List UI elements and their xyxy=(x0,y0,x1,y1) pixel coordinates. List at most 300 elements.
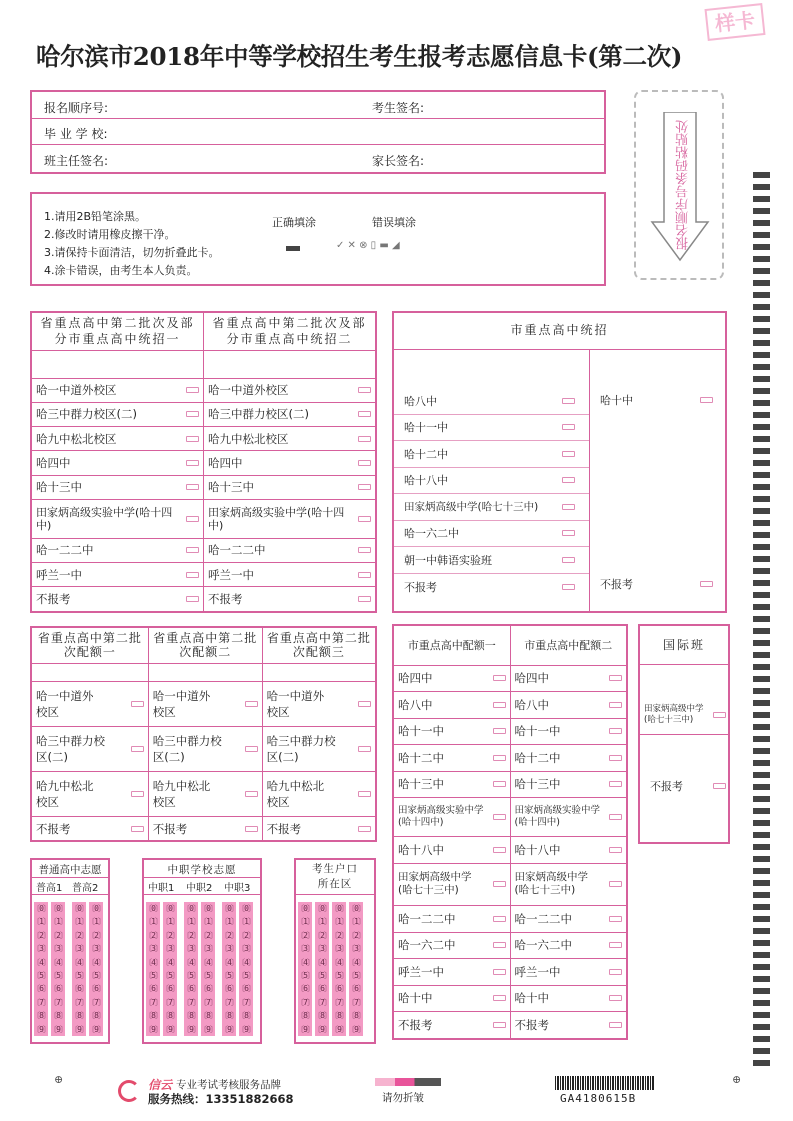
digit-bubble[interactable]: 〔0〕 xyxy=(237,904,255,913)
sample-stamp: 样卡 xyxy=(704,3,765,41)
sec4-table xyxy=(392,624,628,1040)
digit-bubble[interactable]: 〔6〕 xyxy=(296,984,314,994)
digit-bubble[interactable]: 〔2〕 xyxy=(330,930,348,940)
option-label: 哈十一中 xyxy=(398,724,444,739)
digit-bubble[interactable]: 〔3〕 xyxy=(87,944,105,954)
option-bubble[interactable] xyxy=(609,728,622,734)
digit-bubble[interactable]: 〔0〕 xyxy=(199,904,217,913)
option-bubble[interactable] xyxy=(609,995,622,1001)
barcode xyxy=(555,1076,655,1090)
digit-bubble[interactable]: 〔1〕 xyxy=(199,917,217,927)
digit-bubble[interactable]: 〔9〕 xyxy=(182,1024,200,1034)
option-bubble[interactable] xyxy=(609,1022,622,1028)
timing-mark xyxy=(753,532,770,538)
option-bubble[interactable] xyxy=(713,712,726,718)
digit-bubble[interactable]: 〔2〕 xyxy=(70,930,88,940)
digit-grid[interactable] xyxy=(34,902,103,1036)
option-label: 哈一二二中 xyxy=(208,543,266,558)
sec7-header: 中职学校志愿 xyxy=(167,864,237,876)
timing-mark xyxy=(753,568,770,574)
option-bubble[interactable] xyxy=(609,942,622,948)
option-bubble[interactable] xyxy=(493,1022,506,1028)
digit-grid[interactable] xyxy=(298,902,363,1036)
info-box xyxy=(30,90,606,174)
digit-bubble[interactable]: 〔3〕 xyxy=(70,944,88,954)
digit-bubble[interactable]: 〔2〕 xyxy=(237,930,255,940)
option-bubble[interactable] xyxy=(186,460,199,466)
option-bubble[interactable] xyxy=(713,783,726,789)
option-bubble[interactable] xyxy=(609,755,622,761)
digit-bubble[interactable]: 〔2〕 xyxy=(347,930,365,940)
timing-mark xyxy=(753,784,770,790)
option-label: 哈一六二中 xyxy=(514,938,572,953)
digit-bubble[interactable]: 〔8〕 xyxy=(199,1011,217,1021)
digit-bubble[interactable]: 〔8〕 xyxy=(161,1011,179,1021)
digit-bubble[interactable]: 〔1〕 xyxy=(70,917,88,927)
option-bubble[interactable] xyxy=(700,397,713,403)
option-bubble[interactable] xyxy=(562,398,575,404)
digit-bubble[interactable]: 〔4〕 xyxy=(144,957,162,967)
digit-bubble[interactable]: 〔6〕 xyxy=(144,984,162,994)
digit-bubble[interactable]: 〔9〕 xyxy=(199,1024,217,1034)
digit-bubble[interactable]: 〔6〕 xyxy=(182,984,200,994)
digit-bubble[interactable]: 〔5〕 xyxy=(220,971,238,981)
option-bubble[interactable] xyxy=(186,596,199,602)
sec2-header: 市重点高中统招 xyxy=(510,323,609,337)
sec3-header-2: 省重点高中第二批次配额二 xyxy=(148,627,262,663)
option-bubble[interactable] xyxy=(245,701,258,707)
option-bubble[interactable] xyxy=(493,969,506,975)
digit-bubble[interactable]: 〔2〕 xyxy=(161,930,179,940)
digit-bubble[interactable]: 〔0〕 xyxy=(161,904,179,913)
option-bubble[interactable] xyxy=(358,547,371,553)
option-bubble[interactable] xyxy=(493,942,506,948)
sec3-header-1: 省重点高中第二批次配额一 xyxy=(31,627,148,663)
digit-bubble[interactable]: 〔6〕 xyxy=(220,984,238,994)
sec8-box xyxy=(294,858,376,1044)
option-bubble[interactable] xyxy=(493,781,506,787)
digit-bubble[interactable]: 〔2〕 xyxy=(313,930,331,940)
option-bubble[interactable] xyxy=(358,436,371,442)
digit-bubble[interactable]: 〔3〕 xyxy=(237,944,255,954)
digit-bubble[interactable]: 〔6〕 xyxy=(237,984,255,994)
digit-bubble[interactable]: 〔0〕 xyxy=(144,904,162,913)
digit-bubble[interactable]: 〔7〕 xyxy=(199,997,217,1007)
sec3-table xyxy=(30,626,377,842)
digit-bubble[interactable]: 〔3〕 xyxy=(144,944,162,954)
digit-bubble[interactable]: 〔6〕 xyxy=(330,984,348,994)
option-bubble[interactable] xyxy=(493,847,506,853)
digit-bubble[interactable]: 〔5〕 xyxy=(237,971,255,981)
digit-bubble[interactable]: 〔9〕 xyxy=(347,1024,365,1034)
option-bubble[interactable] xyxy=(609,847,622,853)
option-bubble[interactable] xyxy=(358,791,371,797)
digit-column[interactable] xyxy=(298,902,312,1036)
card-code: GA4180615B xyxy=(560,1092,637,1105)
digit-bubble[interactable]: 〔9〕 xyxy=(49,1024,67,1034)
option-bubble[interactable] xyxy=(131,826,144,832)
option-bubble[interactable] xyxy=(245,826,258,832)
digit-bubble[interactable]: 〔4〕 xyxy=(237,957,255,967)
digit-bubble[interactable]: 〔0〕 xyxy=(296,904,314,913)
option-label: 哈十三中 xyxy=(36,480,82,495)
digit-bubble[interactable]: 〔0〕 xyxy=(330,904,348,913)
digit-bubble[interactable]: 〔8〕 xyxy=(330,1011,348,1021)
option-bubble[interactable] xyxy=(493,728,506,734)
timing-mark xyxy=(753,256,770,262)
digit-bubble[interactable]: 〔0〕 xyxy=(87,904,105,913)
option-bubble[interactable] xyxy=(700,581,713,587)
option-bubble[interactable] xyxy=(493,675,506,681)
option-bubble[interactable] xyxy=(609,814,622,820)
digit-bubble[interactable]: 〔1〕 xyxy=(347,917,365,927)
digit-bubble[interactable]: 〔6〕 xyxy=(70,984,88,994)
digit-bubble[interactable]: 〔5〕 xyxy=(161,971,179,981)
digit-column[interactable] xyxy=(34,902,48,1036)
digit-bubble[interactable]: 〔0〕 xyxy=(70,904,88,913)
digit-bubble[interactable]: 〔7〕 xyxy=(32,997,50,1007)
timing-mark xyxy=(753,436,770,442)
option-bubble[interactable] xyxy=(609,781,622,787)
digit-bubble[interactable]: 〔9〕 xyxy=(330,1024,348,1034)
digit-bubble[interactable]: 〔6〕 xyxy=(313,984,331,994)
digit-bubble[interactable]: 〔1〕 xyxy=(182,917,200,927)
digit-column[interactable] xyxy=(332,902,346,1036)
timing-mark xyxy=(753,856,770,862)
digit-bubble[interactable]: 〔4〕 xyxy=(87,957,105,967)
digit-bubble[interactable]: 〔7〕 xyxy=(49,997,67,1007)
digit-bubble[interactable]: 〔1〕 xyxy=(296,917,314,927)
option-bubble[interactable] xyxy=(186,484,199,490)
option-label: 哈十三中 xyxy=(514,777,561,792)
option-bubble[interactable] xyxy=(358,572,371,578)
digit-grid[interactable] xyxy=(146,902,253,1036)
digit-column[interactable] xyxy=(72,902,86,1036)
option-label: 不报考 xyxy=(650,780,683,793)
timing-mark xyxy=(753,712,770,718)
digit-bubble[interactable]: 〔2〕 xyxy=(182,930,200,940)
digit-bubble[interactable]: 〔4〕 xyxy=(330,957,348,967)
digit-column[interactable] xyxy=(349,902,363,1036)
option-bubble[interactable] xyxy=(131,791,144,797)
timing-mark xyxy=(753,664,770,670)
option-label: 哈十中 xyxy=(600,394,633,407)
timing-mark xyxy=(753,484,770,490)
digit-bubble[interactable]: 〔4〕 xyxy=(313,957,331,967)
timing-mark xyxy=(753,292,770,298)
sec4-header-1: 市重点高中配额一 xyxy=(393,625,510,665)
option-bubble[interactable] xyxy=(186,547,199,553)
digit-bubble[interactable]: 〔2〕 xyxy=(87,930,105,940)
digit-bubble[interactable]: 〔1〕 xyxy=(144,917,162,927)
digit-bubble[interactable]: 〔1〕 xyxy=(87,917,105,927)
digit-bubble[interactable]: 〔9〕 xyxy=(237,1024,255,1034)
digit-bubble[interactable]: 〔9〕 xyxy=(32,1024,50,1034)
option-bubble[interactable] xyxy=(358,484,371,490)
digit-bubble[interactable]: 〔8〕 xyxy=(182,1011,200,1021)
sec5-box xyxy=(638,624,730,844)
digit-bubble[interactable]: 〔8〕 xyxy=(313,1011,331,1021)
digit-bubble[interactable]: 〔8〕 xyxy=(220,1011,238,1021)
digit-column[interactable] xyxy=(315,902,329,1036)
digit-bubble[interactable]: 〔4〕 xyxy=(199,957,217,967)
digit-bubble[interactable]: 〔5〕 xyxy=(70,971,88,981)
option-label: 哈十一中 xyxy=(404,421,448,435)
option-bubble[interactable] xyxy=(562,451,575,457)
timing-mark xyxy=(753,580,770,586)
timing-mark xyxy=(753,724,770,730)
option-label: 田家炳高级实验中学(哈十四中) xyxy=(398,805,484,829)
option-label: 哈四中 xyxy=(208,456,243,471)
option-bubble[interactable] xyxy=(358,826,371,832)
digit-bubble[interactable]: 〔0〕 xyxy=(347,904,365,913)
option-label: 不报考 xyxy=(152,821,188,836)
option-bubble[interactable] xyxy=(358,387,371,393)
digit-bubble[interactable]: 〔2〕 xyxy=(296,930,314,940)
digit-bubble[interactable]: 〔3〕 xyxy=(182,944,200,954)
digit-bubble[interactable]: 〔1〕 xyxy=(313,917,331,927)
option-bubble[interactable] xyxy=(493,755,506,761)
digit-bubble[interactable]: 〔4〕 xyxy=(70,957,88,967)
digit-bubble[interactable]: 〔1〕 xyxy=(220,917,238,927)
digit-bubble[interactable]: 〔9〕 xyxy=(296,1024,314,1034)
timing-mark xyxy=(753,1000,770,1006)
digit-bubble[interactable]: 〔3〕 xyxy=(161,944,179,954)
digit-bubble[interactable]: 〔2〕 xyxy=(199,930,217,940)
digit-column[interactable] xyxy=(184,902,198,1036)
sec1-header-2: 省重点高中第二批次及部分市重点高中统招二 xyxy=(204,312,377,350)
digit-bubble[interactable]: 〔8〕 xyxy=(296,1011,314,1021)
digit-bubble[interactable]: 〔5〕 xyxy=(144,971,162,981)
digit-bubble[interactable]: 〔8〕 xyxy=(70,1011,88,1021)
option-bubble[interactable] xyxy=(358,460,371,466)
digit-bubble[interactable]: 〔8〕 xyxy=(347,1011,365,1021)
option-bubble[interactable] xyxy=(562,424,575,430)
option-bubble[interactable] xyxy=(609,916,622,922)
digit-column[interactable] xyxy=(146,902,160,1036)
wrong-samples: ✓ ✕ ⊗ ▯ ▬ ◢ xyxy=(336,240,400,251)
digit-bubble[interactable]: 〔7〕 xyxy=(313,997,331,1007)
timing-mark xyxy=(753,736,770,742)
notes-box xyxy=(30,192,606,286)
digit-bubble[interactable]: 〔7〕 xyxy=(220,997,238,1007)
digit-bubble[interactable]: 〔2〕 xyxy=(32,930,50,940)
digit-bubble[interactable]: 〔9〕 xyxy=(220,1024,238,1034)
option-bubble[interactable] xyxy=(131,701,144,707)
digit-bubble[interactable]: 〔7〕 xyxy=(70,997,88,1007)
option-label: 不报考 xyxy=(398,1018,433,1033)
digit-bubble[interactable]: 〔5〕 xyxy=(199,971,217,981)
option-bubble[interactable] xyxy=(562,584,575,590)
digit-column[interactable] xyxy=(51,902,65,1036)
option-bubble[interactable] xyxy=(358,516,371,522)
digit-bubble[interactable]: 〔7〕 xyxy=(296,997,314,1007)
digit-bubble[interactable]: 〔8〕 xyxy=(87,1011,105,1021)
digit-bubble[interactable]: 〔3〕 xyxy=(313,944,331,954)
option-label: 哈十二中 xyxy=(404,447,448,461)
digit-bubble[interactable]: 〔8〕 xyxy=(32,1011,50,1021)
digit-column[interactable] xyxy=(239,902,253,1036)
digit-bubble[interactable]: 〔4〕 xyxy=(182,957,200,967)
digit-bubble[interactable]: 〔1〕 xyxy=(32,917,50,927)
option-bubble[interactable] xyxy=(245,746,258,752)
option-label: 不报考 xyxy=(208,592,243,607)
digit-bubble[interactable]: 〔3〕 xyxy=(32,944,50,954)
timing-mark xyxy=(753,676,770,682)
timing-mark xyxy=(753,316,770,322)
option-bubble[interactable] xyxy=(493,702,506,708)
option-bubble[interactable] xyxy=(358,746,371,752)
option-label: 哈十二中 xyxy=(398,750,444,765)
wrong-label: 错误填涂 xyxy=(372,216,416,229)
digit-bubble[interactable]: 〔2〕 xyxy=(220,930,238,940)
digit-bubble[interactable]: 〔7〕 xyxy=(144,997,162,1007)
digit-bubble[interactable]: 〔7〕 xyxy=(347,997,365,1007)
digit-column[interactable] xyxy=(222,902,236,1036)
digit-bubble[interactable]: 〔8〕 xyxy=(237,1011,255,1021)
digit-bubble[interactable]: 〔8〕 xyxy=(144,1011,162,1021)
digit-bubble[interactable]: 〔5〕 xyxy=(87,971,105,981)
digit-bubble[interactable]: 〔6〕 xyxy=(161,984,179,994)
digit-bubble[interactable]: 〔5〕 xyxy=(347,971,365,981)
digit-bubble[interactable]: 〔0〕 xyxy=(313,904,331,913)
correct-label: 正确填涂 xyxy=(272,216,316,229)
digit-bubble[interactable]: 〔6〕 xyxy=(347,984,365,994)
option-bubble[interactable] xyxy=(609,702,622,708)
digit-bubble[interactable]: 〔9〕 xyxy=(144,1024,162,1034)
option-bubble[interactable] xyxy=(131,746,144,752)
digit-bubble[interactable]: 〔9〕 xyxy=(70,1024,88,1034)
option-bubble[interactable] xyxy=(493,995,506,1001)
digit-bubble[interactable]: 〔7〕 xyxy=(237,997,255,1007)
option-bubble[interactable] xyxy=(609,881,622,887)
digit-bubble[interactable]: 〔0〕 xyxy=(32,904,50,913)
digit-bubble[interactable]: 〔6〕 xyxy=(199,984,217,994)
digit-bubble[interactable]: 〔3〕 xyxy=(296,944,314,954)
digit-bubble[interactable]: 〔4〕 xyxy=(347,957,365,967)
digit-bubble[interactable]: 〔0〕 xyxy=(220,904,238,913)
option-bubble[interactable] xyxy=(186,411,199,417)
option-label: 呼兰一中 xyxy=(208,567,254,582)
digit-bubble[interactable]: 〔1〕 xyxy=(49,917,67,927)
timing-mark xyxy=(753,232,770,238)
page-title: 哈尔滨市2018年中等学校招生考生报考志愿信息卡(第二次) xyxy=(36,42,683,71)
timing-mark xyxy=(753,304,770,310)
option-bubble[interactable] xyxy=(245,791,258,797)
digit-bubble[interactable]: 〔9〕 xyxy=(87,1024,105,1034)
digit-bubble[interactable]: 〔8〕 xyxy=(49,1011,67,1021)
digit-bubble[interactable]: 〔4〕 xyxy=(220,957,238,967)
option-label: 哈三中群力校区(二) xyxy=(36,733,105,764)
option-bubble[interactable] xyxy=(358,596,371,602)
timing-mark xyxy=(753,592,770,598)
option-bubble[interactable] xyxy=(562,504,575,510)
digit-bubble[interactable]: 〔1〕 xyxy=(237,917,255,927)
digit-bubble[interactable]: 〔6〕 xyxy=(49,984,67,994)
timing-mark xyxy=(753,340,770,346)
option-label: 哈九中松北校区 xyxy=(266,779,325,810)
digit-bubble[interactable]: 〔2〕 xyxy=(144,930,162,940)
option-bubble[interactable] xyxy=(186,436,199,442)
option-label: 哈十八中 xyxy=(514,843,561,858)
digit-bubble[interactable]: 〔3〕 xyxy=(220,944,238,954)
timing-mark xyxy=(753,1012,770,1018)
digit-bubble[interactable]: 〔6〕 xyxy=(32,984,50,994)
timing-mark xyxy=(753,688,770,694)
digit-bubble[interactable]: 〔3〕 xyxy=(347,944,365,954)
digit-bubble[interactable]: 〔5〕 xyxy=(313,971,331,981)
service-hotline: 服务热线：13351882668 xyxy=(148,1092,294,1106)
digit-bubble[interactable]: 〔7〕 xyxy=(330,997,348,1007)
digit-bubble[interactable]: 〔1〕 xyxy=(330,917,348,927)
timing-mark xyxy=(753,184,770,190)
digit-bubble[interactable]: 〔4〕 xyxy=(32,957,50,967)
digit-bubble[interactable]: 〔5〕 xyxy=(296,971,314,981)
option-label: 哈九中松北校区 xyxy=(152,779,211,810)
digit-bubble[interactable]: 〔2〕 xyxy=(49,930,67,940)
option-bubble[interactable] xyxy=(358,411,371,417)
option-bubble[interactable] xyxy=(609,969,622,975)
digit-bubble[interactable]: 〔7〕 xyxy=(87,997,105,1007)
digit-bubble[interactable]: 〔5〕 xyxy=(49,971,67,981)
option-bubble[interactable] xyxy=(186,387,199,393)
digit-bubble[interactable]: 〔0〕 xyxy=(182,904,200,913)
option-bubble[interactable] xyxy=(358,701,371,707)
timing-mark xyxy=(753,844,770,850)
digit-column[interactable] xyxy=(163,902,177,1036)
seq-label: 报名顺序号: xyxy=(44,101,109,115)
digit-column[interactable] xyxy=(89,902,103,1036)
digit-bubble[interactable]: 〔5〕 xyxy=(32,971,50,981)
timing-mark xyxy=(753,796,770,802)
digit-bubble[interactable]: 〔9〕 xyxy=(313,1024,331,1034)
option-label: 不报考 xyxy=(514,1018,549,1033)
digit-bubble[interactable]: 〔4〕 xyxy=(161,957,179,967)
digit-bubble[interactable]: 〔7〕 xyxy=(161,997,179,1007)
digit-bubble[interactable]: 〔3〕 xyxy=(49,944,67,954)
option-bubble[interactable] xyxy=(493,881,506,887)
digit-bubble[interactable]: 〔4〕 xyxy=(296,957,314,967)
option-bubble[interactable] xyxy=(493,814,506,820)
option-bubble[interactable] xyxy=(493,916,506,922)
digit-bubble[interactable]: 〔4〕 xyxy=(49,957,67,967)
digit-bubble[interactable]: 〔5〕 xyxy=(182,971,200,981)
option-bubble[interactable] xyxy=(186,572,199,578)
option-bubble[interactable] xyxy=(562,477,575,483)
digit-bubble[interactable]: 〔5〕 xyxy=(330,971,348,981)
digit-bubble[interactable]: 〔6〕 xyxy=(87,984,105,994)
timing-mark xyxy=(753,700,770,706)
option-label: 田家炳高级中学(哈七十三中) xyxy=(398,871,472,897)
option-bubble[interactable] xyxy=(562,557,575,563)
option-label: 田家炳高级实验中学(哈十四中) xyxy=(208,505,345,532)
option-label: 呼兰一中 xyxy=(36,567,82,582)
digit-bubble[interactable]: 〔1〕 xyxy=(161,917,179,927)
timing-mark xyxy=(753,520,770,526)
digit-column[interactable] xyxy=(201,902,215,1036)
timing-mark xyxy=(753,748,770,754)
timing-mark xyxy=(753,328,770,334)
digit-bubble[interactable]: 〔3〕 xyxy=(330,944,348,954)
digit-bubble[interactable]: 〔0〕 xyxy=(49,904,67,913)
option-label: 哈八中 xyxy=(398,697,433,712)
digit-bubble[interactable]: 〔9〕 xyxy=(161,1024,179,1034)
digit-bubble[interactable]: 〔7〕 xyxy=(182,997,200,1007)
option-bubble[interactable] xyxy=(609,675,622,681)
digit-bubble[interactable]: 〔3〕 xyxy=(199,944,217,954)
option-bubble[interactable] xyxy=(562,530,575,536)
option-bubble[interactable] xyxy=(186,516,199,522)
